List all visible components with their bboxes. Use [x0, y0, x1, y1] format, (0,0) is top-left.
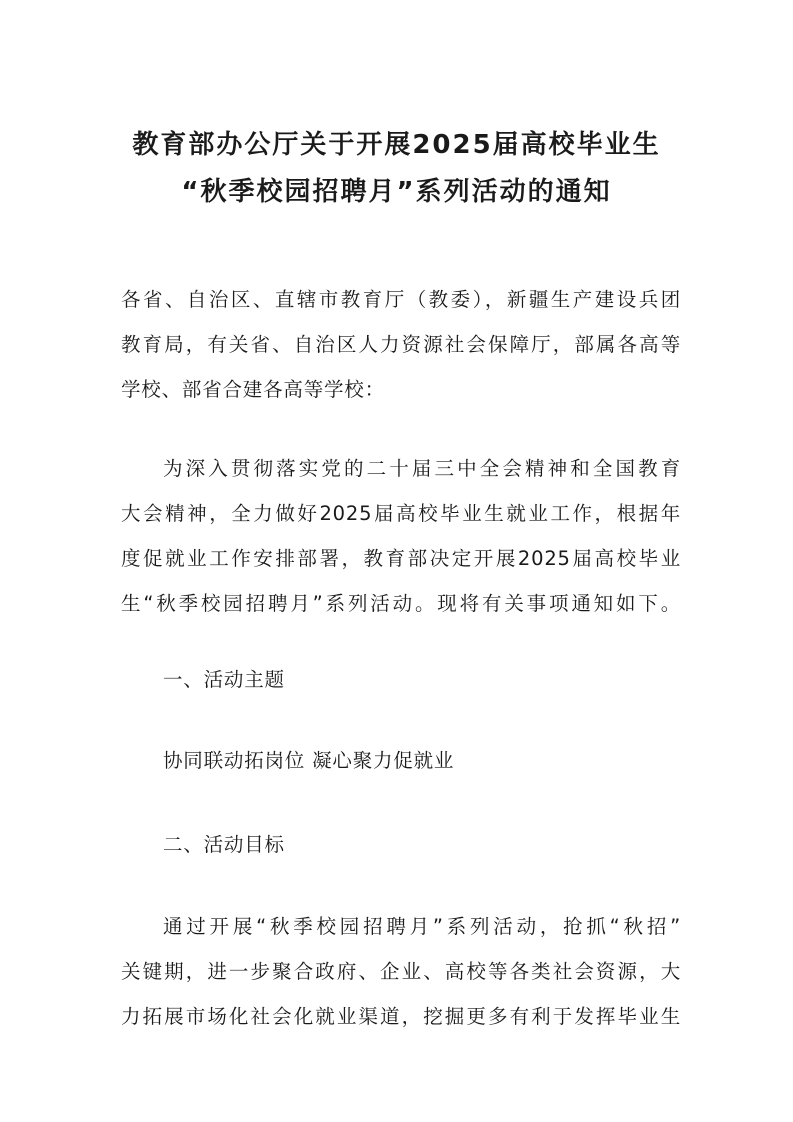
section-2-heading: 二、活动目标 — [163, 833, 285, 856]
address-line-3: 学校、部省合建各高等学校： — [121, 378, 385, 401]
section-1-heading: 一、活动主题 — [163, 668, 285, 691]
section-1-body: 协同联动拓岗位 凝心聚力促就业 — [163, 749, 455, 772]
intro-line-4: 生“秋季校园招聘月”系列活动。现将有关事项通知如下。 — [121, 592, 681, 615]
document-title-line-1: 教育部办公厅关于开展2025届高校毕业生 — [132, 130, 661, 160]
document-title-line-2: “秋季校园招聘月”系列活动的通知 — [181, 177, 612, 207]
intro-line-2: 大会精神，全力做好2025届高校毕业生就业工作，根据年 — [121, 502, 681, 525]
section-2-line-3: 力拓展市场化社会化就业渠道，挖掘更多有利于发挥毕业生 — [121, 1005, 681, 1028]
section-2-line-1: 通过开展“秋季校园招聘月”系列活动，抢抓“秋招” — [163, 915, 681, 938]
address-line-2: 教育局，有关省、自治区人力资源社会保障厅，部属各高等 — [121, 333, 681, 356]
intro-line-1: 为深入贯彻落实党的二十届三中全会精神和全国教育 — [163, 457, 681, 480]
section-2-line-2: 关键期，进一步聚合政府、企业、高校等各类社会资源，大 — [121, 960, 681, 983]
address-line-1: 各省、自治区、直辖市教育厅（教委），新疆生产建设兵团 — [121, 288, 681, 311]
intro-line-3: 度促就业工作安排部署，教育部决定开展2025届高校毕业 — [121, 547, 681, 570]
